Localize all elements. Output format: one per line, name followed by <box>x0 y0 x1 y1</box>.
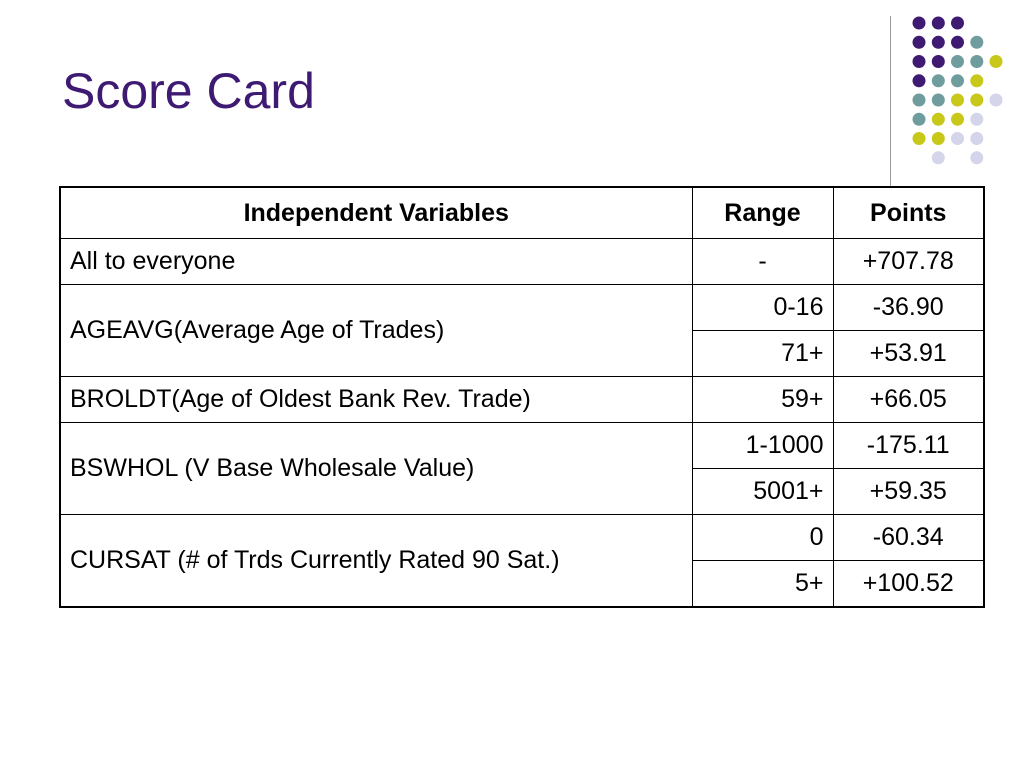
header-range: Range <box>692 187 833 239</box>
table-row <box>60 515 984 561</box>
decorative-dot <box>932 132 945 145</box>
decorative-dot <box>970 36 983 49</box>
decorative-dot <box>990 55 1003 68</box>
range-cell: 5+ <box>692 561 833 608</box>
decorative-dot <box>990 94 1003 107</box>
decorative-dot <box>970 74 983 87</box>
table-row <box>60 377 984 423</box>
range-cell: 71+ <box>692 331 833 377</box>
header-independent-variables: Independent Variables <box>60 187 692 239</box>
decorative-dot <box>913 74 926 87</box>
variable-cell: CURSAT (# of Trds Currently Rated 90 Sat.) <box>60 515 692 608</box>
decorative-dot <box>970 94 983 107</box>
range-cell: 0-16 <box>692 285 833 331</box>
decorative-dot <box>932 17 945 30</box>
decorative-dot <box>913 55 926 68</box>
decorative-dot <box>913 113 926 126</box>
table-row <box>60 239 984 285</box>
range-cell: 1-1000 <box>692 423 833 469</box>
points-cell: +100.52 <box>833 561 984 608</box>
score-card-table <box>59 186 985 608</box>
decorative-dot <box>913 132 926 145</box>
table-header-row <box>60 187 984 239</box>
decorative-dot <box>932 36 945 49</box>
variable-cell: AGEAVG(Average Age of Trades) <box>60 285 692 377</box>
decorative-dot <box>913 36 926 49</box>
points-cell: +53.91 <box>833 331 984 377</box>
decorative-dot <box>970 55 983 68</box>
points-cell: -175.11 <box>833 423 984 469</box>
points-cell: +707.78 <box>833 239 984 285</box>
decorative-dot <box>951 74 964 87</box>
variable-cell: BSWHOL (V Base Wholesale Value) <box>60 423 692 515</box>
variable-cell: All to everyone <box>60 239 692 285</box>
decorative-dot <box>951 113 964 126</box>
range-cell: - <box>692 239 833 285</box>
range-cell: 0 <box>692 515 833 561</box>
points-cell: -36.90 <box>833 285 984 331</box>
slide-title: Score Card <box>62 63 315 119</box>
range-cell: 59+ <box>692 377 833 423</box>
decorative-dot <box>913 17 926 30</box>
decorative-dot <box>970 113 983 126</box>
header-points: Points <box>833 187 984 239</box>
points-cell: -60.34 <box>833 515 984 561</box>
decorative-dot <box>932 55 945 68</box>
decorative-dot <box>913 94 926 107</box>
vertical-divider <box>890 16 891 186</box>
decorative-dot <box>932 94 945 107</box>
decorative-dot <box>951 17 964 30</box>
points-cell: +66.05 <box>833 377 984 423</box>
table-row <box>60 423 984 469</box>
decorative-dot <box>951 132 964 145</box>
decorative-dot <box>932 151 945 164</box>
range-cell: 5001+ <box>692 469 833 515</box>
decorative-dot <box>951 55 964 68</box>
table-row <box>60 285 984 331</box>
variable-cell: BROLDT(Age of Oldest Bank Rev. Trade) <box>60 377 692 423</box>
decorative-dot <box>951 36 964 49</box>
decorative-dot <box>932 113 945 126</box>
decorative-dot <box>970 132 983 145</box>
points-cell: +59.35 <box>833 469 984 515</box>
decorative-dot <box>951 94 964 107</box>
decorative-dot <box>970 151 983 164</box>
decorative-dot <box>932 74 945 87</box>
